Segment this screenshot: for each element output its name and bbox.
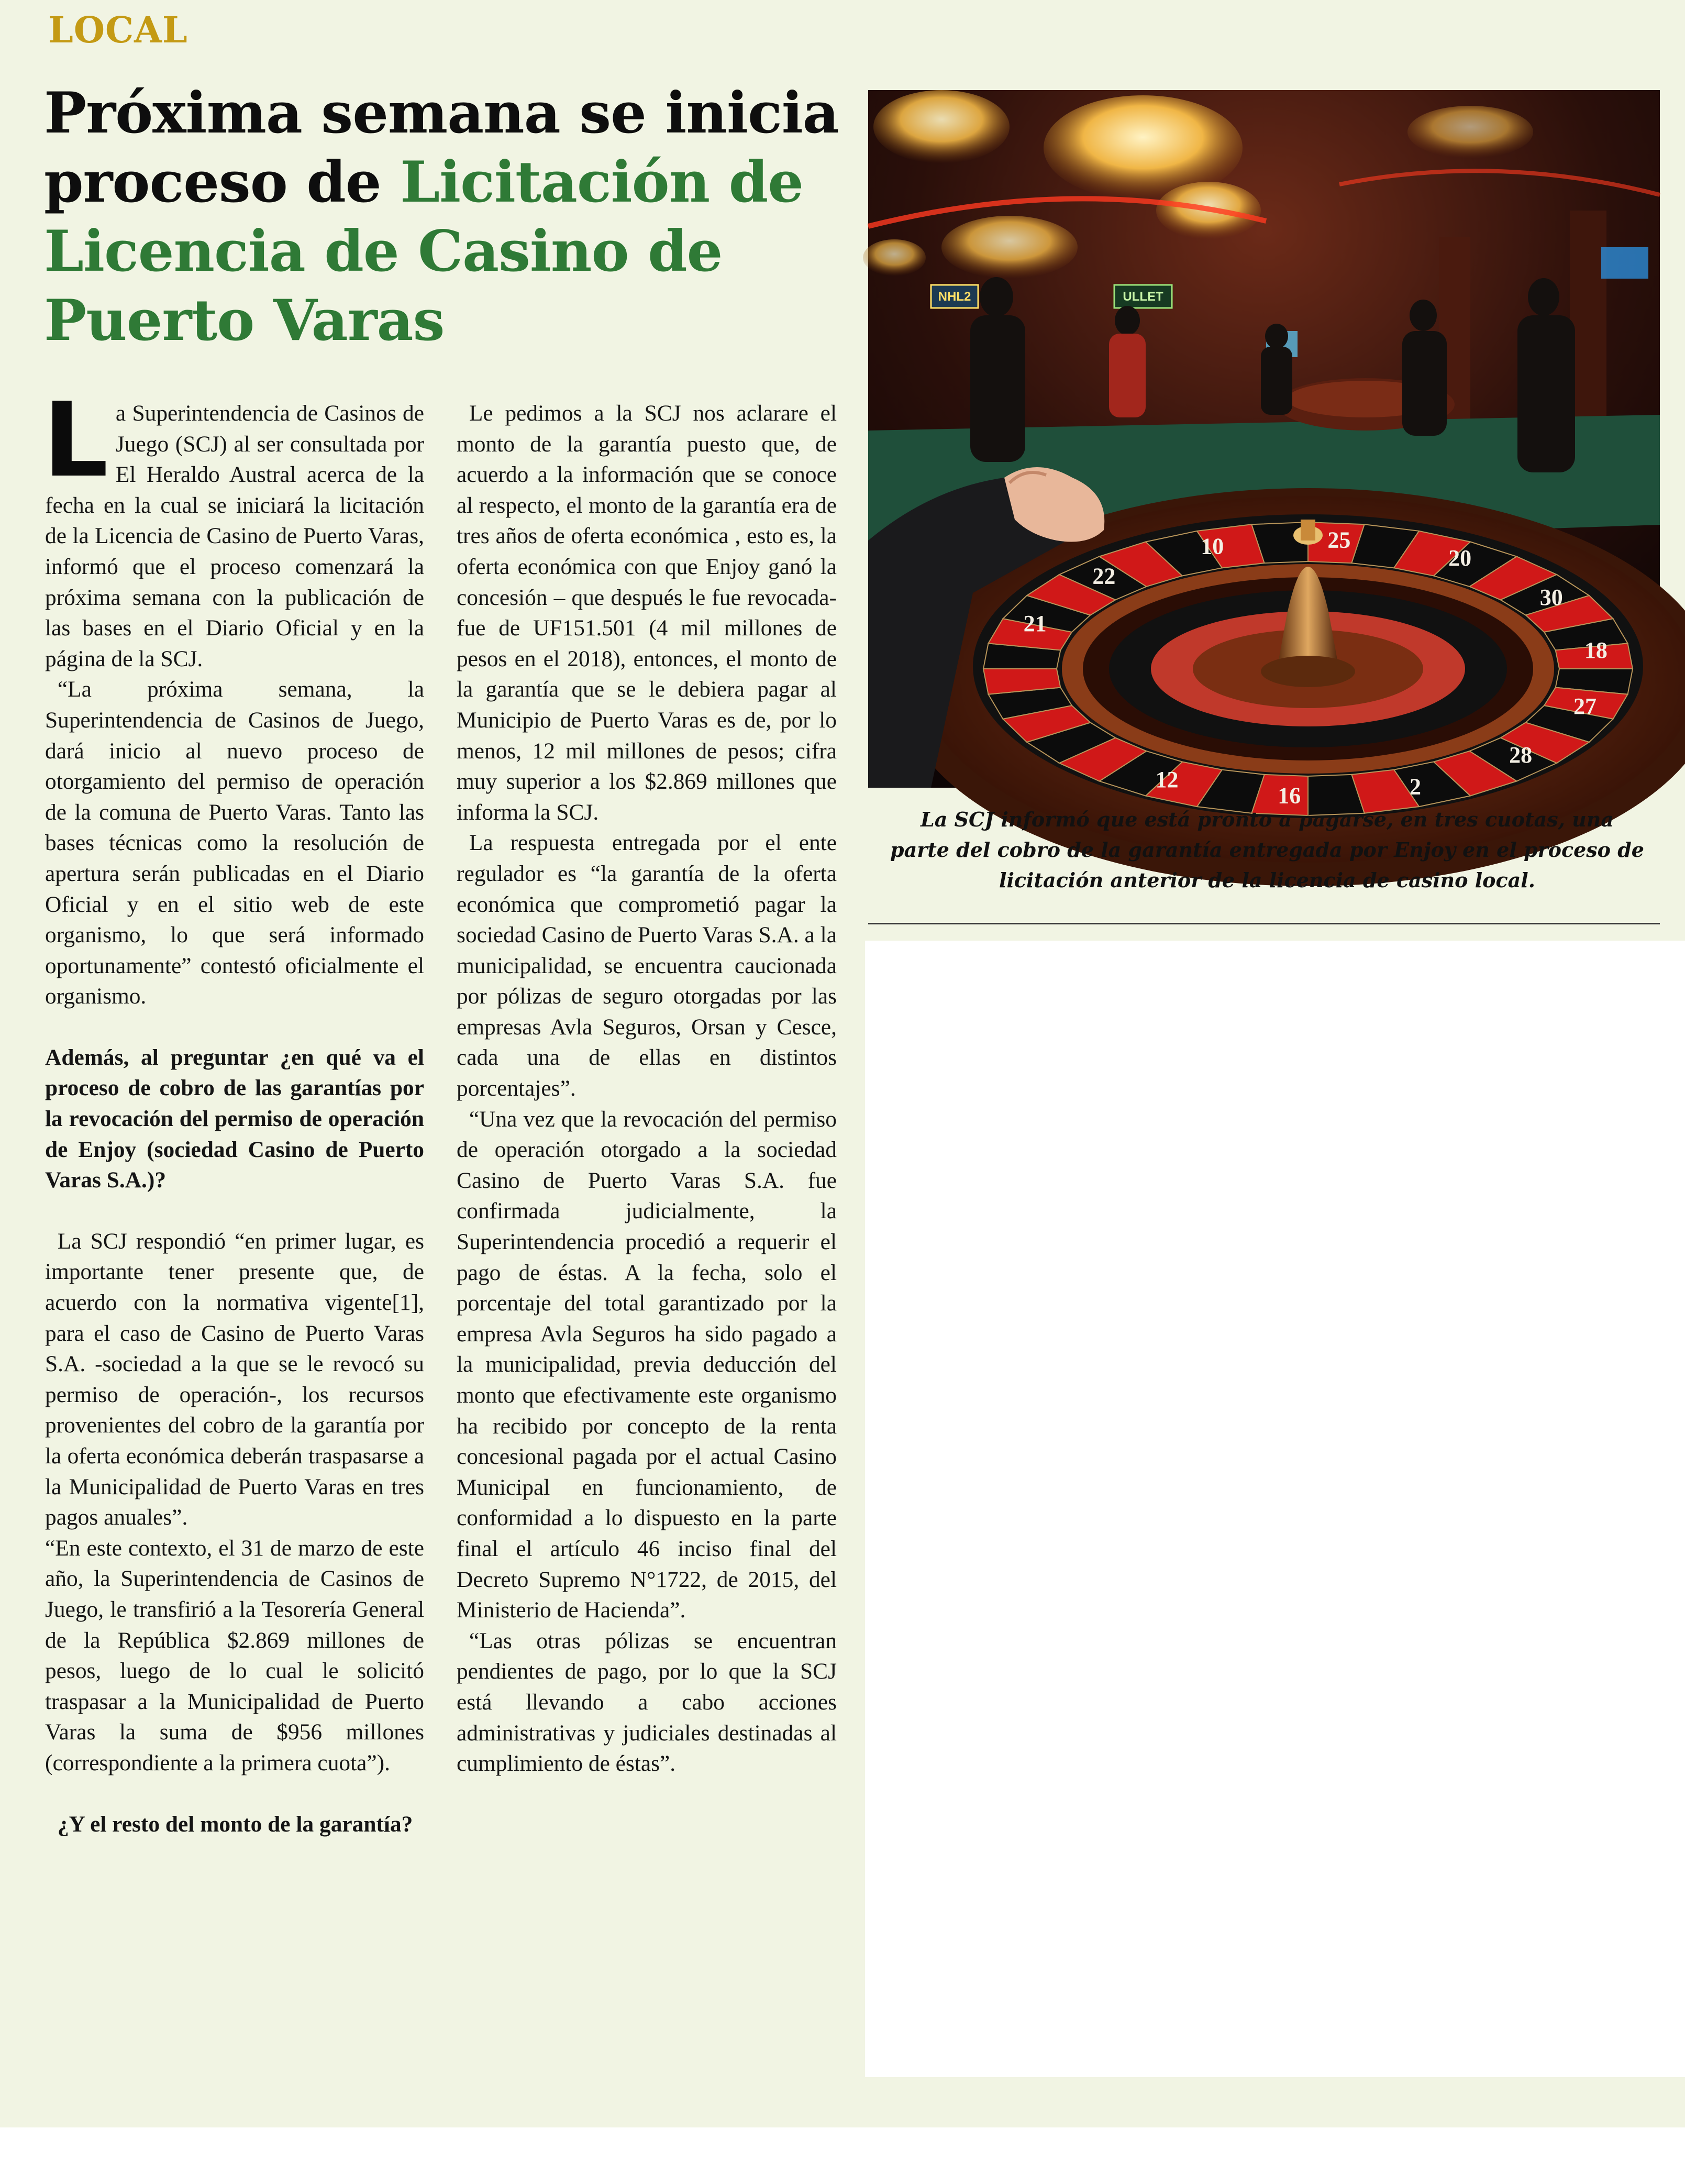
question-heading: ¿Y el resto del monto de la garantía?: [57, 1811, 413, 1837]
wheel-number: 10: [1201, 533, 1224, 559]
article-paragraph: La SCJ respondió “en primer lugar, es importante tener presente que, de acuerdo con la normativa vigente[1], para el caso de Casino de Puerto Varas S.A. -sociedad a la que se le revocó su permiso de operación-, los recursos provenientes del cobro de la garantía por la oferta económica deberán traspasarse a la Municipalidad de Puerto Varas en tres pagos anuales”.: [45, 1228, 424, 1530]
question-heading: Además, al preguntar ¿en qué va el proceso de cobro de las garantías por la revocación del permiso de operación de Enjoy (sociedad Casino de Puerto Varas S.A.)?: [45, 1044, 424, 1193]
wheel-number: 2: [1410, 774, 1421, 800]
photo-caption: La SCJ informó que está pronto a pagarse, en tres cuotas, una parte del cobro de la garantía entregada por Enjoy en el proceso de licitación anterior de la licencia de casino local.: [890, 808, 1644, 892]
article-paragraph: La Superintendencia de Casinos de Juego (SCJ) al ser consultada por El Heraldo Austral acerca de la fecha en la cual se iniciará la licitación de la Licencia de Casino de Puerto Varas, informó que el proceso comenzará la próxima semana con la publicación de las bases en el Diario Oficial y en la página de la SCJ.: [43, 381, 424, 671]
wheel-number: 12: [1155, 767, 1179, 793]
article-column-right: [457, 398, 837, 1779]
wheel-number: 20: [1448, 545, 1472, 571]
headline-main: Próxima semana se inicia proceso de: [44, 80, 839, 215]
article-paragraph: “Las otras pólizas se encuentran pendientes de pago, por lo que la SCJ está llevando a cabo acciones administrativas y judiciales destinadas al cumplimiento de éstas”.: [457, 1628, 837, 1777]
sign-right-text: ULLET: [1123, 290, 1163, 304]
article-paragraph: “Una vez que la revocación del permiso de operación otorgado a la sociedad Casino de Puerto Varas S.A. fue confirmada judicialmente, la Superintendencia procedió a requerir el pago de éstas. A la fecha, solo el porcentaje del total garantizado por la empresa Avla Seguros ha sido pagado a la municipalidad, previa deducción del monto que efectivamente este organismo ha recibido por concepto de la renta concesional pagada por el actual Casino Municipal en funcionamiento, de conformidad a lo dispuesto en la parte final el artículo 46 inciso final del Decreto Supremo N°1722, de 2015, del Ministerio de Hacienda”.: [457, 1106, 837, 1623]
wheel-number: 27: [1573, 693, 1597, 720]
sign-left-text: NHL2: [938, 290, 971, 304]
section-label: LOCAL: [48, 9, 188, 51]
wheel-number: 16: [1278, 782, 1301, 809]
wheel-number: 25: [1327, 527, 1351, 553]
article-paragraph: “La próxima semana, la Superintendencia de Casinos de Juego, dará inicio al nuevo proceso de otorgamiento del permiso de operación de la comuna de Puerto Varas. Tanto las bases técnicas como la resolución de apertura serán publicadas en el Diario Oficial y en el sitio web de este organismo, lo que será informado oportunamente” contestó oficialmente el organismo.: [45, 677, 424, 1009]
wheel-number: 21: [1023, 611, 1047, 636]
drop-cap: L: [43, 381, 108, 500]
headline: [44, 79, 850, 355]
wheel-number: 18: [1584, 637, 1608, 663]
article-column-left: [43, 381, 424, 1839]
casino-roulette-photo: [868, 90, 1660, 809]
article-paragraph: “En este contexto, el 31 de marzo de este año, la Superintendencia de Casinos de Juego, le transfirió a la Tesorería General de la República $2.869 millones de pesos, luego de lo cual le solicitó traspasar a la Municipalidad de Puerto Varas la suma de $956 millones (correspondiente a la primera cuota”).: [45, 1535, 424, 1775]
wheel-number: 30: [1539, 584, 1563, 611]
article-paragraph: La respuesta entregada por el ente regulador es “la garantía de la oferta económica que comprometió pagar la sociedad Casino de Puerto Varas S.A. a la municipalidad, se encuentra caucionada por pólizas de seguro otorgadas por las empresas Avla Seguros, Orsan y Cesce, cada una de ellas en distintos porcentajes”.: [457, 830, 837, 1101]
wheel-number: 22: [1092, 563, 1116, 589]
blank-area: [865, 941, 1685, 2077]
wheel-number: 28: [1509, 742, 1533, 768]
divider-rule: [868, 923, 1660, 924]
article-paragraph: Le pedimos a la SCJ nos aclarare el monto de la garantía puesto que, de acuerdo a la información que se conoce al respecto, el monto de la garantía era de tres años de oferta económica , esto es, la oferta económica con que Enjoy ganó la concesión – que después le fue revocada- fue de UF151.501 (4 mil millones de pesos en el 2018), entonces, el monto de la garantía que se le debiera pagar al Municipio de Puerto Varas es de, por lo menos, 12 mil millones de pesos; cifra muy superior a los $2.869 millones que informa la SCJ.: [457, 401, 837, 825]
headline-highlight: Licitación de Licencia de Casino de Puerto Varas: [44, 149, 803, 354]
